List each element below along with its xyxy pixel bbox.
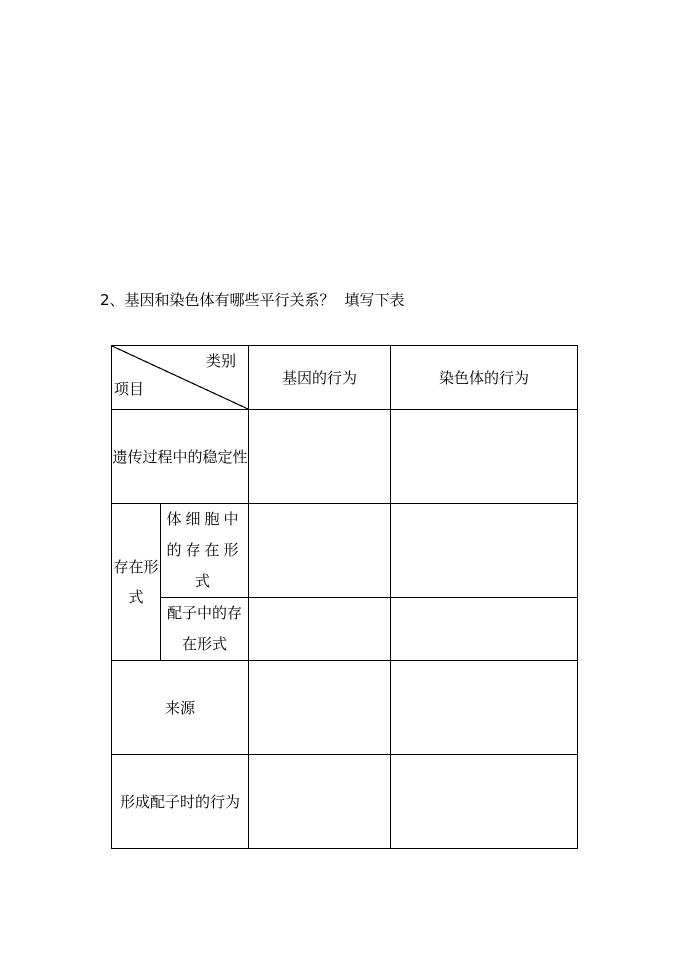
table-row [112, 661, 578, 755]
corner-cell [112, 346, 249, 410]
cell-stability-chromosome[interactable] [391, 410, 578, 504]
cell-gamete-gene[interactable] [249, 598, 391, 661]
diagonal-header [112, 346, 248, 409]
corner-item-label: 项目 [114, 380, 145, 398]
question-line [100, 290, 405, 310]
row-label-gamete-formation: 形成配子时的行为 [112, 755, 249, 849]
question-text: 2、基因和染色体有哪些平行关系？ [100, 291, 335, 309]
table-header-row [112, 346, 578, 410]
cell-stability-gene[interactable] [249, 410, 391, 504]
question-instruction: 填写下表 [344, 291, 405, 309]
row-label-stability: 遗传过程中的稳定性 [112, 410, 249, 504]
cell-source-gene[interactable] [249, 661, 391, 755]
table-row [112, 504, 578, 598]
cell-gamete-chromosome[interactable] [391, 598, 578, 661]
sub-label-somatic: 体细胞中的存在形式 [161, 504, 249, 598]
cell-somatic-chromosome[interactable] [391, 504, 578, 598]
table-row [112, 755, 578, 849]
corner-category-label: 类别 [205, 352, 236, 370]
cell-formation-chromosome[interactable] [391, 755, 578, 849]
table-row [112, 410, 578, 504]
row-label-existence: 存在形式 [112, 504, 161, 661]
row-label-source: 来源 [112, 661, 249, 755]
header-gene-behavior: 基因的行为 [249, 346, 391, 410]
cell-somatic-gene[interactable] [249, 504, 391, 598]
cell-source-chromosome[interactable] [391, 661, 578, 755]
header-chromosome-behavior: 染色体的行为 [391, 346, 578, 410]
comparison-table [111, 345, 578, 849]
table-row [112, 598, 578, 661]
sub-label-gamete: 配子中的存在形式 [161, 598, 249, 661]
cell-formation-gene[interactable] [249, 755, 391, 849]
